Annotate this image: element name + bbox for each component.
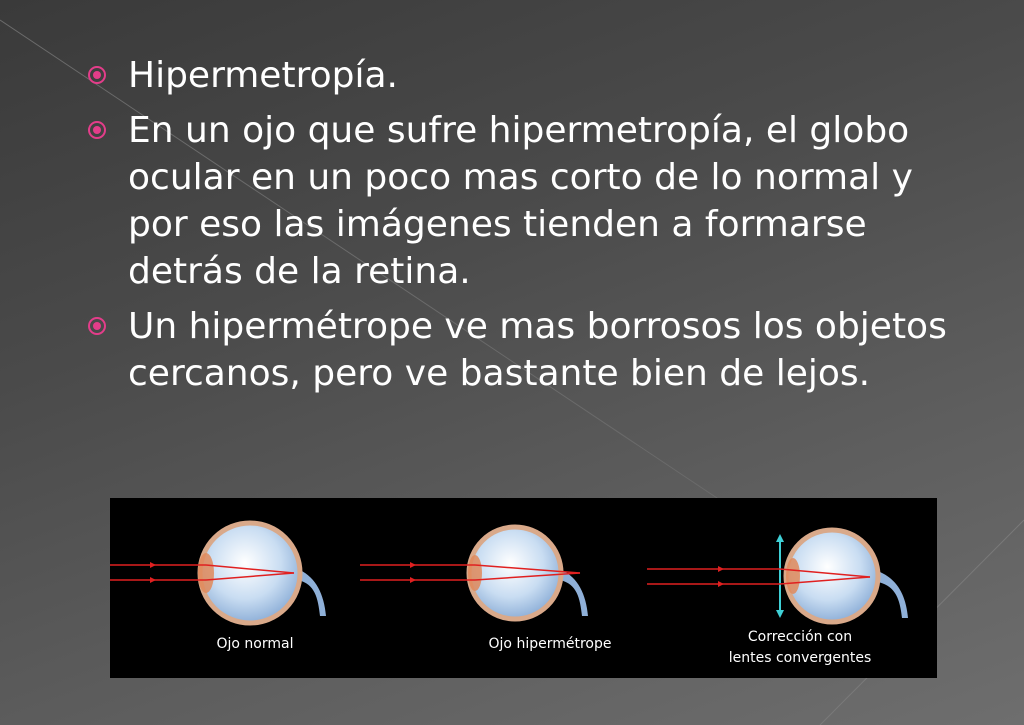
- caption-correction-line1: Corrección con: [747, 629, 853, 645]
- bullet-text: Hipermetropía.: [128, 55, 398, 96]
- normal-eye-illustration: [110, 523, 326, 623]
- bullet-item: [88, 52, 948, 99]
- bullet-circle-icon: [88, 121, 106, 139]
- eye-diagram-figure: [110, 498, 937, 678]
- caption-hyperopic-eye: Ojo hipermétrope: [488, 636, 612, 652]
- caption-normal-eye: Ojo normal: [216, 636, 294, 652]
- caption-correction-line2: lentes convergentes: [728, 650, 872, 666]
- bullet-circle-icon: [88, 317, 106, 335]
- bullet-text: En un ojo que sufre hipermetropía, el globo ocular en un poco mas corto de lo normal y por eso las imágenes tienden a formarse detrás de la retina.: [128, 110, 913, 292]
- bullet-item: [88, 303, 948, 397]
- bullet-text: Un hipermétrope ve mas borrosos los objetos cercanos, pero ve bastante bien de lejos.: [128, 306, 947, 394]
- corrected-eye-illustration: [647, 530, 908, 622]
- eye-diagram: [110, 498, 937, 678]
- bullet-list: [88, 52, 948, 405]
- bullet-item: [88, 107, 948, 295]
- bullet-circle-icon: [88, 66, 106, 84]
- hyperopic-eye-illustration: [360, 527, 588, 619]
